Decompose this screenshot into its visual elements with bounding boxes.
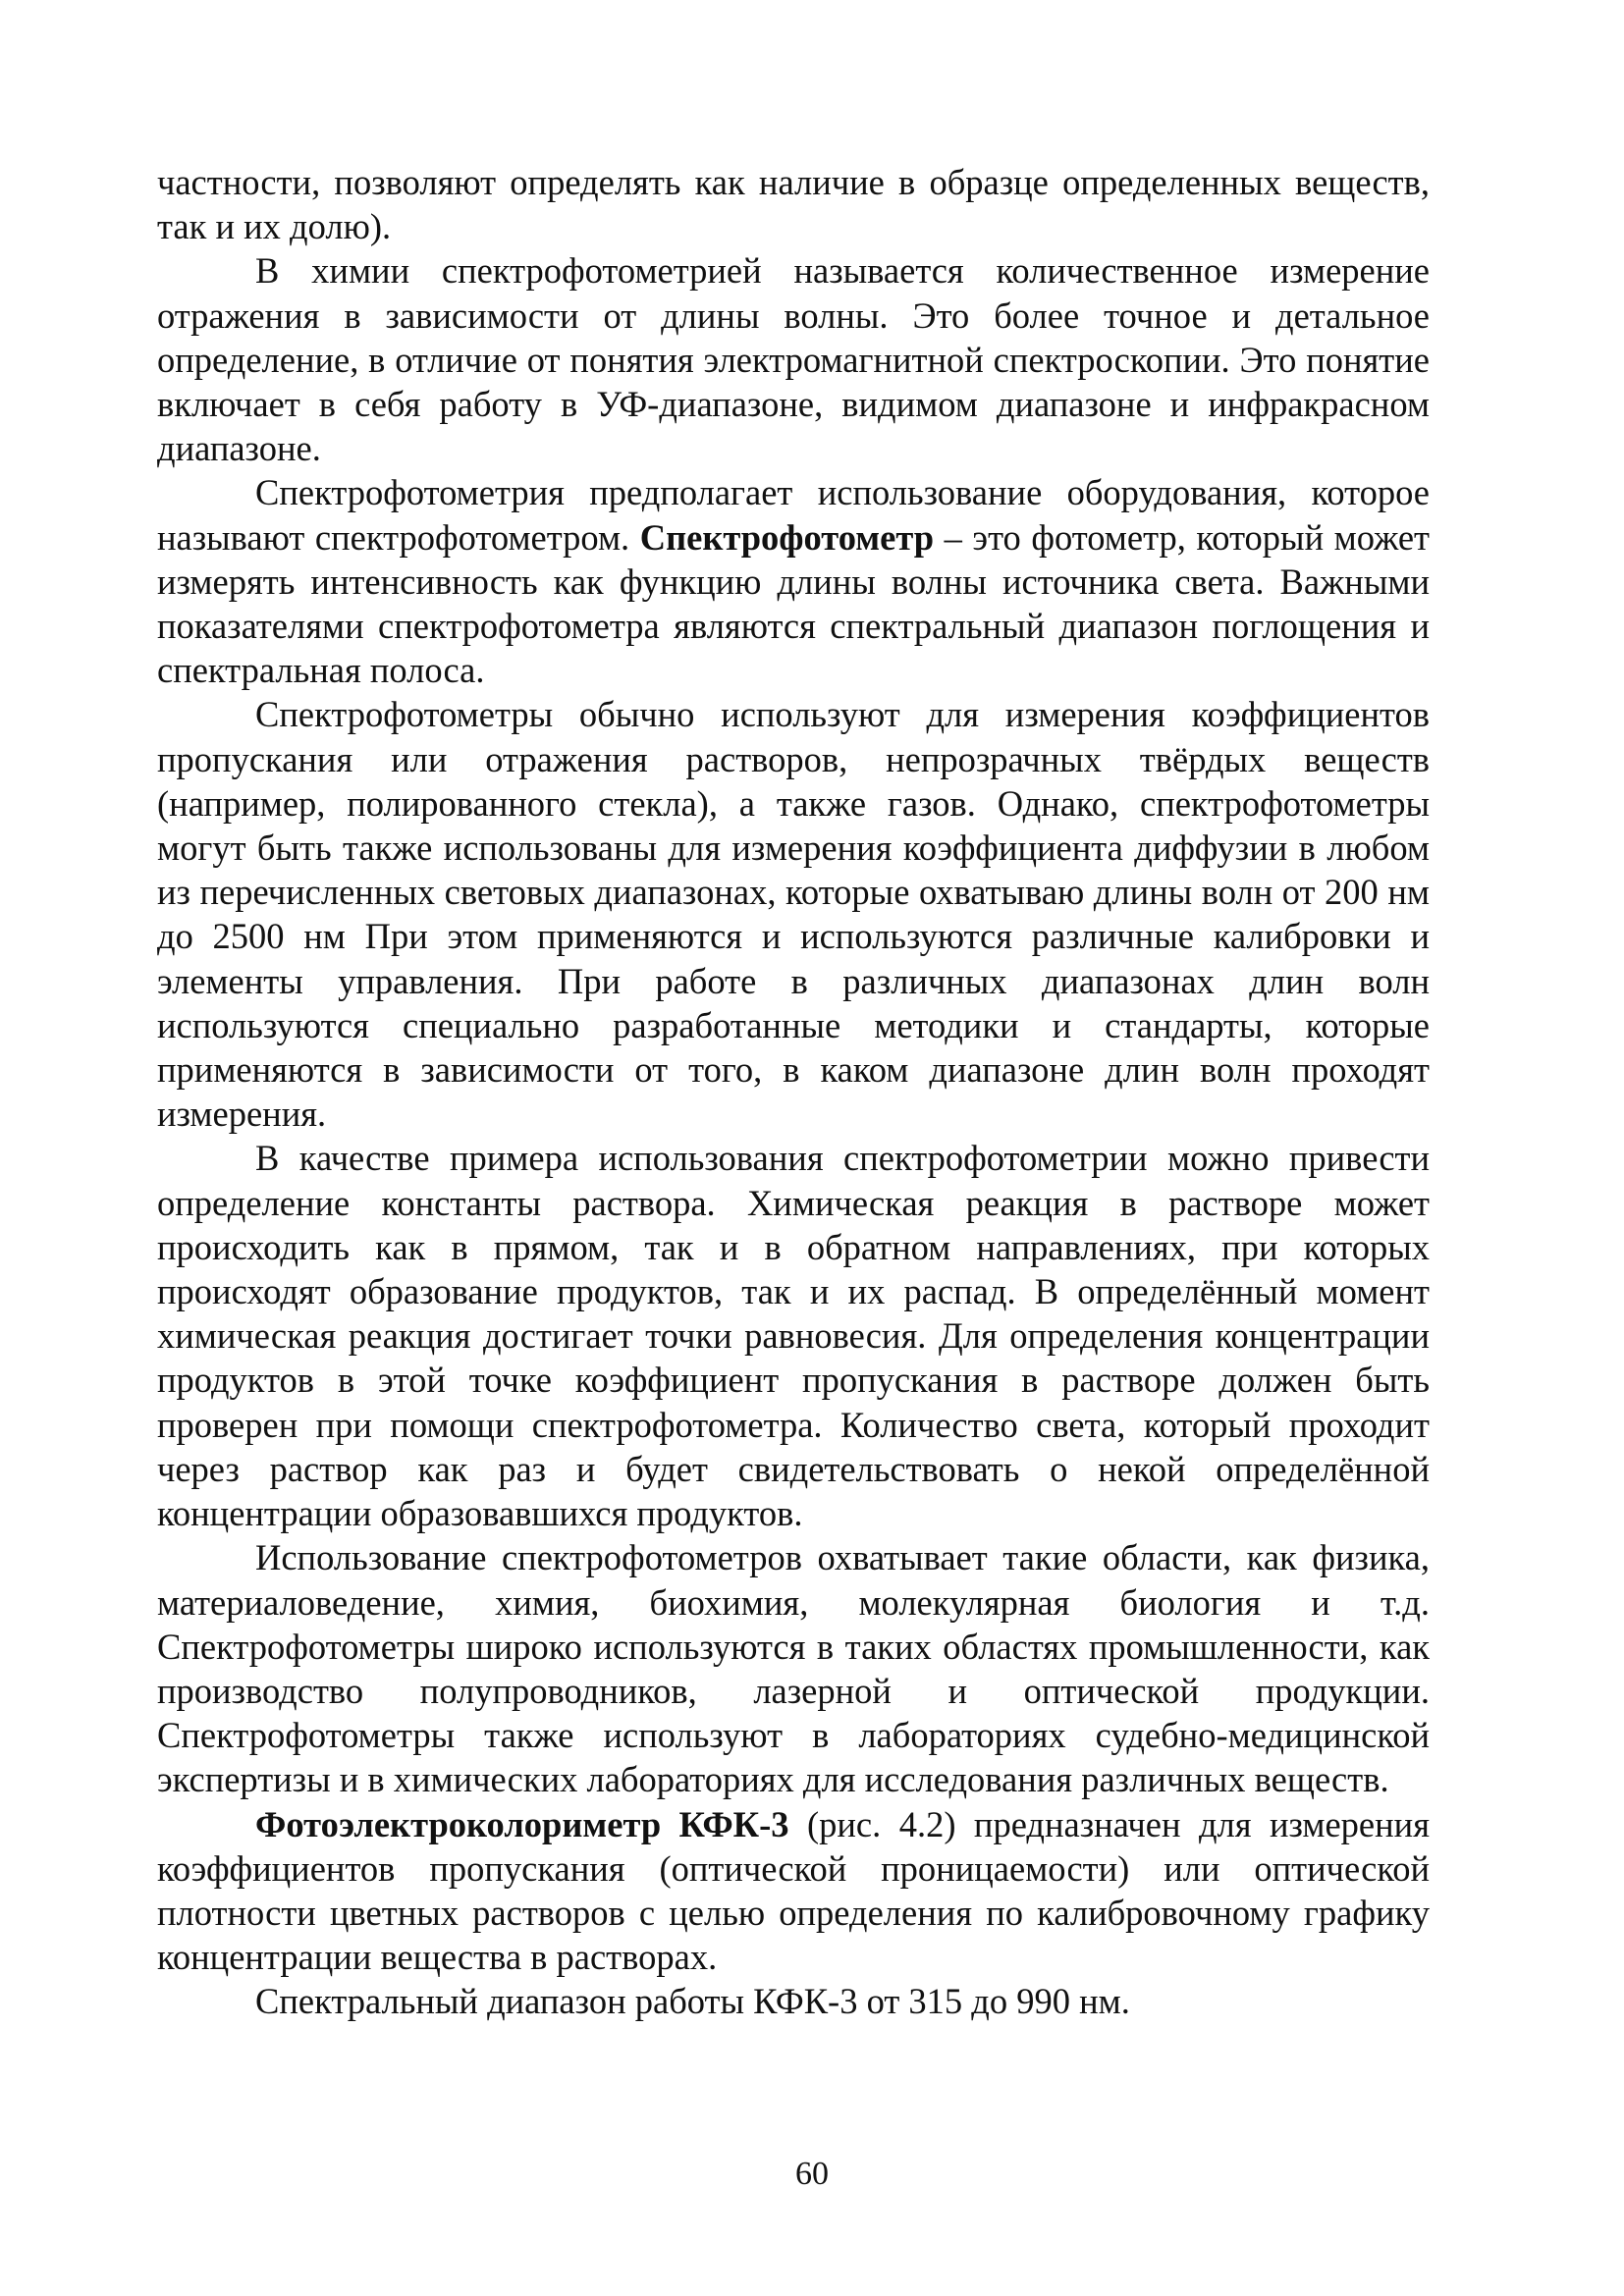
paragraph-text: Спектральный диапазон работы КФК-3 от 315 до 990 нм.	[255, 1981, 1130, 2022]
bold-term: Спектрофотометр	[639, 516, 935, 558]
paragraph-applications	[157, 1535, 1430, 1801]
page-number: 60	[795, 2156, 829, 2192]
paragraph-spectrophotometer	[157, 470, 1430, 692]
document-body	[157, 160, 1430, 2024]
paragraph-continuation	[157, 160, 1430, 248]
paragraph-text: В качестве примера использования спектрофотометрии можно привести определение константы раствора. Химическая реакция в растворе может происходить как в прямом, так и в обратном направлениях, при которых происходят образование продуктов, так и их распад. В определённый момент химическая реакция достигает точки равновесия. Для определения концентрации продуктов в этой точке коэффициент пропускания в растворе должен быть проверен при помощи спектрофотометра. Количество света, который проходит через раствор как раз и будет свидетельствовать о некой определённой концентрации образовавшихся продуктов.	[157, 1138, 1430, 1534]
paragraph-text: (рис. 4.2) предназначен для измерения коэффициентов пропускания (оптической проницаемости) или оптической плотности цветных растворов с целью определения по калибровочному графику концентрации вещества в растворах.	[157, 1803, 1430, 1978]
paragraph-text: частности, позволяют определять как наличие в образце определенных веществ, так и их долю).	[157, 162, 1430, 247]
paragraph-kfk3	[157, 1802, 1430, 1980]
paragraph-text: Использование спектрофотометров охватывает такие области, как физика, материаловедение, химия, биохимия, молекулярная биология и т.д. Спектрофотометры широко используются в таких областях промышленности, как производство полупроводников, лазерной и оптической продукции. Спектрофотометры также используют в лабораториях судебно-медицинской экспертизы и в химических лабораториях для исследования различных веществ.	[157, 1537, 1430, 1800]
paragraph-example	[157, 1136, 1430, 1535]
paragraph-text: Спектрофотометры обычно используют для измерения коэффициентов пропускания или отражения растворов, непрозрачных твёрдых веществ (например, полированного стекла), а также газов. Однако, спектрофотометры могут быть также использованы для измерения коэффициента диффузии в любом из перечисленных световых диапазонах, которые охватываю длины волн от 200 нм до 2500 нм При этом применяются и используются различные калибровки и элементы управления. При работе в различных диапазонах длин волн используются специально разработанные методики и стандарты, которые применяются в зависимости от того, в каком диапазоне длин волн проходят измерения.	[157, 694, 1430, 1135]
paragraph-text: Спектрофотометрия предполагает использование оборудования, которое называют спектрофотометром.	[157, 472, 1430, 558]
bold-term: Фотоэлектроколориметр КФК-3	[255, 1803, 789, 1844]
paragraph-spectrophotometry-definition	[157, 248, 1430, 470]
paragraph-text: – это фотометр, который может измерять интенсивность как функцию длины волны источника света. Важными показателями спектрофотометра являются спектральный диапазон поглощения и спектральная полоса.	[157, 516, 1430, 691]
paragraph-uses	[157, 692, 1430, 1136]
paragraph-text: В химии спектрофотометрией называется количественное измерение отражения в зависимости от длины волны. Это более точное и детальное определение, в отличие от понятия электромагнитной спектроскопии. Это понятие включает в себя работу в УФ-диапазоне, видимом диапазоне и инфракрасном диапазоне.	[157, 250, 1430, 469]
paragraph-spectral-range	[157, 1979, 1430, 2023]
